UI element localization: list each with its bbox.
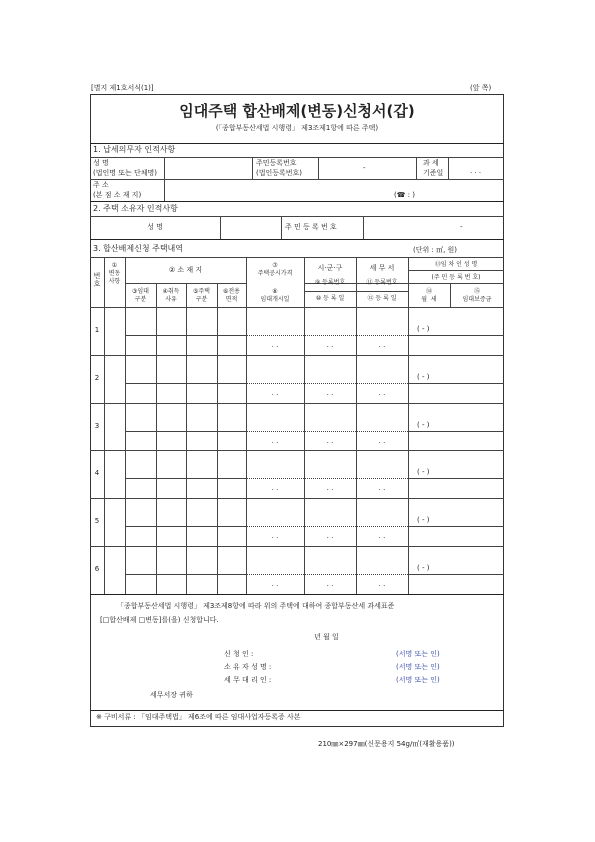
section2-title: 2. 주택 소유자 인적사항	[93, 204, 178, 213]
name-sub: (법인명 또는 단체명)	[93, 169, 158, 177]
col-house-type: ⑤주택 구분	[193, 288, 210, 304]
row-tenant-id[interactable]: ( - )	[417, 325, 430, 333]
row-reg-date-tax[interactable]: . .	[378, 580, 386, 588]
row-tenant-id[interactable]: ( - )	[417, 468, 430, 477]
owner-name-label: 성 명	[147, 223, 163, 231]
row-reg-date-sigungu[interactable]: . .	[326, 341, 334, 349]
col-reg-date-sigungu: ⑩ 등 록 일	[315, 295, 345, 302]
col-price: ⑦ 주택공시가격	[257, 262, 293, 278]
row-tenant-id[interactable]: ( - )	[417, 420, 430, 429]
col-rent-type: ③임대 구분	[132, 288, 149, 304]
col-tenant-id: (주 민 등 록 번 호)	[431, 274, 481, 281]
row-start-date[interactable]: . .	[271, 341, 279, 349]
col-sigungu: 시·군·구	[317, 264, 343, 272]
row-reg-date-tax[interactable]: . .	[378, 388, 386, 397]
row-tenant-id[interactable]: ( - )	[417, 372, 430, 381]
col-acquire: ④취득 사유	[162, 288, 180, 304]
agent-sign[interactable]: (서명 또는 인)	[396, 676, 440, 684]
col-start-date: ⑧ 임대개시일	[260, 288, 290, 304]
applicant-label: 신 청 인 :	[224, 650, 254, 658]
statement-line2: [□합산배제 □변동]를(을) 신청합니다.	[100, 616, 219, 624]
owner-sign[interactable]: (서명 또는 인)	[396, 663, 440, 671]
required-docs: ※ 구비서류 : 「임대주택법」 제6조에 따른 임대사업자등록증 사본	[96, 713, 301, 721]
form-title: 임대주택 합산배제(변동)신청서(갑)	[179, 102, 415, 120]
tax-label: 과 세	[423, 159, 439, 167]
row-number: 1	[94, 326, 100, 334]
paper-spec: 210㎜×297㎜(신문용지 54g/㎡(재활용품))	[318, 740, 455, 748]
col-monthly-rent: ⑭ 월 세	[421, 288, 437, 304]
row-start-date[interactable]: . .	[271, 436, 279, 445]
row-reg-date-tax[interactable]: . .	[378, 341, 386, 349]
unit-label: (단위 : ㎡, 원)	[413, 246, 458, 254]
addr-sub: (본 점 소 재 지)	[93, 191, 142, 199]
recipient: 세무서장 귀하	[150, 691, 193, 699]
row-tenant-id[interactable]: ( - )	[417, 516, 430, 525]
row-reg-date-sigungu[interactable]: . .	[326, 484, 334, 493]
id-dash: -	[363, 164, 366, 172]
row-number: 2	[94, 373, 100, 382]
row-reg-date-sigungu[interactable]: . .	[326, 580, 334, 588]
row-number: 5	[94, 517, 100, 526]
page-side: (앞 쪽)	[470, 84, 492, 92]
statement-line1: 「종합부동산세법 시행령」 제3조제8항에 따라 위의 주택에 대하여 종합부동산세 과세표준	[117, 602, 395, 610]
col-change: ① 변동 사항	[108, 262, 121, 285]
row-start-date[interactable]: . .	[271, 532, 279, 541]
col-reg-no-tax: ⑪ 등록번호	[366, 279, 398, 286]
addr-label: 주 소	[93, 181, 109, 189]
form-number: [별지 제1호서식(1)]	[91, 84, 154, 92]
tax-date-field[interactable]: . . .	[470, 167, 482, 175]
application-date[interactable]: 년 월 일	[314, 633, 339, 641]
row-reg-date-sigungu[interactable]: . .	[326, 436, 334, 445]
form-subtitle: (「종합부동산세법 시행령」 제3조제1항에 따른 주택)	[215, 124, 379, 132]
col-tenant: ⑬임 차 인 성 명	[434, 261, 478, 268]
row-start-date[interactable]: . .	[271, 388, 279, 397]
row-tenant-id[interactable]: ( - )	[417, 564, 430, 572]
section1-title: 1. 납세의무자 인적사항	[93, 145, 176, 154]
row-start-date[interactable]: . .	[271, 580, 279, 588]
col-no: 번 호	[93, 272, 101, 289]
form-frame	[90, 94, 504, 727]
section3-title: 3. 합산배제신청 주택내역	[93, 244, 183, 253]
row-start-date[interactable]: . .	[271, 484, 279, 493]
col-reg-date-tax: ⑫ 등 록 일	[367, 295, 397, 302]
row-reg-date-tax[interactable]: . .	[378, 436, 386, 445]
row-number: 4	[94, 469, 100, 478]
row-reg-date-tax[interactable]: . .	[378, 532, 386, 541]
tax-sub: 기준일	[423, 169, 444, 177]
row-number: 6	[94, 565, 100, 573]
col-reg-no-sigungu: ⑨ 등록번호	[314, 279, 346, 286]
owner-id-label: 주 민 등 록 번 호	[285, 223, 337, 231]
col-location: ② 소 재 지	[168, 266, 203, 274]
applicant-sign[interactable]: (서명 또는 인)	[396, 650, 440, 658]
col-deposit: ⑮ 임대보증금	[462, 288, 492, 304]
owner-label: 소 유 자 성 명 :	[224, 663, 272, 671]
phone-field[interactable]: (☎ : )	[394, 191, 415, 199]
id-sub: (법인등록번호)	[256, 169, 303, 177]
owner-id-dash: -	[460, 223, 463, 231]
name-label: 성 명	[93, 159, 109, 167]
id-label: 주민등록번호	[256, 159, 297, 167]
row-reg-date-sigungu[interactable]: . .	[326, 388, 334, 397]
row-reg-date-sigungu[interactable]: . .	[326, 532, 334, 541]
row-reg-date-tax[interactable]: . .	[378, 484, 386, 493]
row-number: 3	[94, 421, 100, 430]
col-taxoffice: 세 무 서	[369, 264, 395, 272]
agent-label: 세 무 대 리 인 :	[224, 676, 272, 684]
col-area: ⑥전용 면적	[223, 288, 240, 304]
